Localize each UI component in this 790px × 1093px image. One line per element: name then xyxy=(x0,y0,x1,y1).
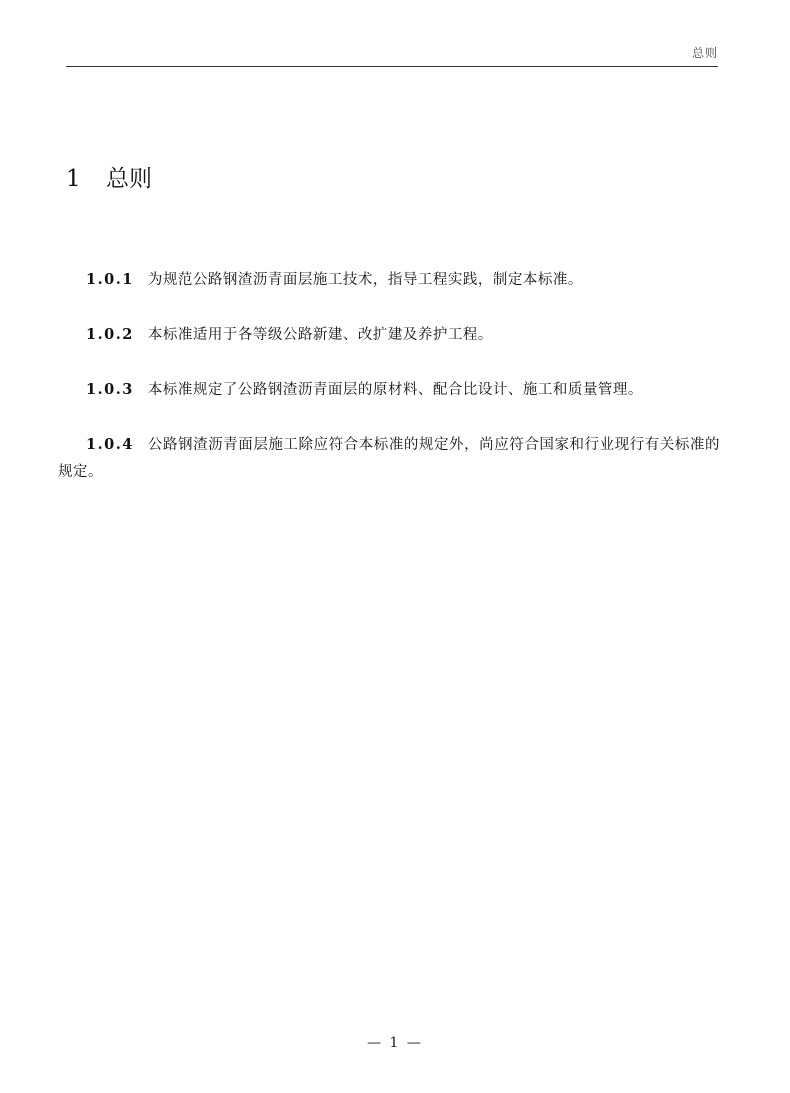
clause-number: 1.0.2 xyxy=(86,326,134,343)
chapter-number: 1 xyxy=(66,166,81,192)
clause xyxy=(58,376,720,404)
clause-text: 本标准适用于各等级公路新建、改扩建及养护工程。 xyxy=(147,327,493,343)
clause-text: 本标准规定了公路钢渣沥青面层的原材料、配合比设计、施工和质量管理。 xyxy=(147,382,643,398)
chapter-heading xyxy=(66,163,152,195)
chapter-title: 总则 xyxy=(106,166,152,192)
running-header: 总则 xyxy=(691,46,718,60)
clause-list xyxy=(58,266,720,513)
header-rule xyxy=(66,66,718,67)
clause-text: 为规范公路钢渣沥青面层施工技术，指导工程实践，制定本标准。 xyxy=(147,272,583,288)
clause xyxy=(58,431,720,486)
clause-text: 公路钢渣沥青面层施工除应符合本标准的规定外，尚应符合国家和行业现行有关标准的规定。 xyxy=(58,437,720,480)
clause xyxy=(58,266,720,294)
clause xyxy=(58,321,720,349)
clause-number: 1.0.1 xyxy=(86,271,134,288)
clause-number: 1.0.3 xyxy=(86,381,134,398)
page-number: — 1 — xyxy=(367,1035,423,1051)
clause-number: 1.0.4 xyxy=(86,436,134,453)
